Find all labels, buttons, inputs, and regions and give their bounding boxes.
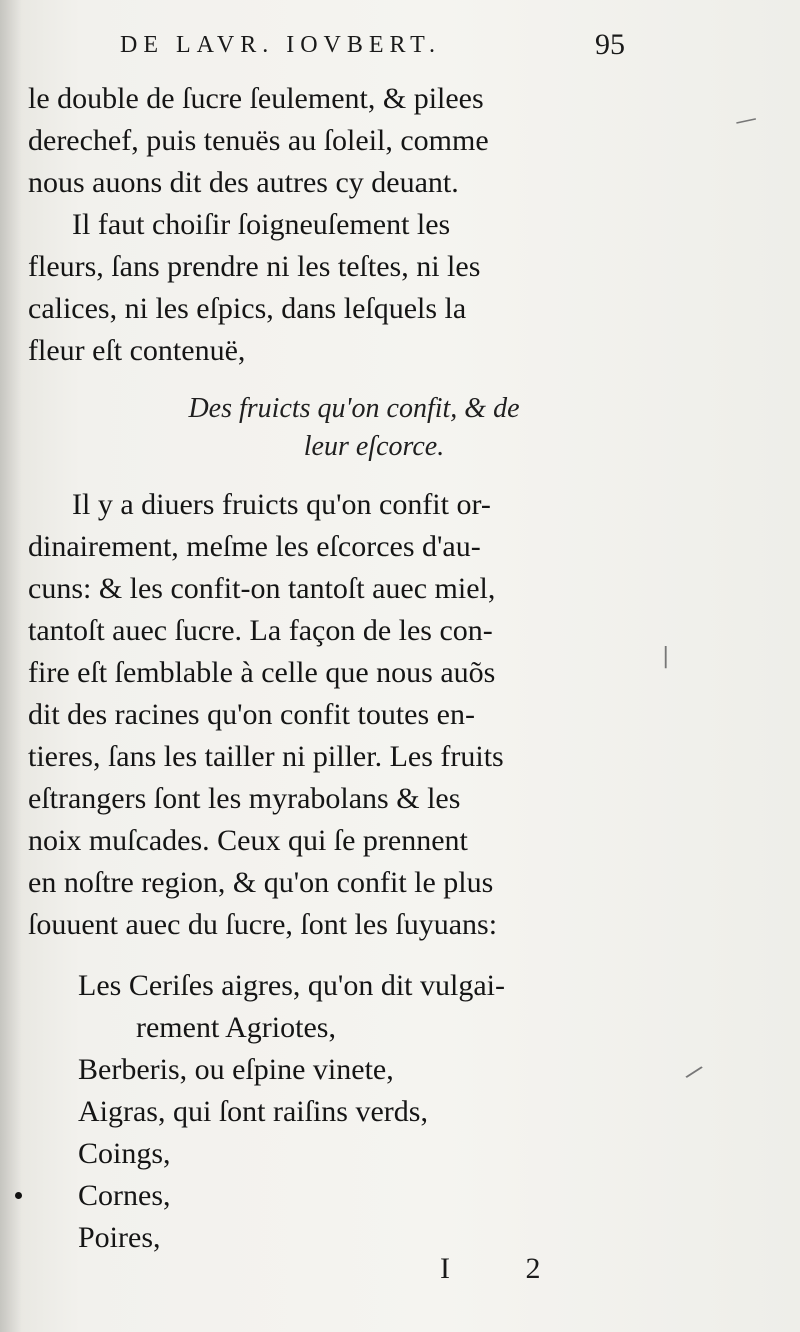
text-line: dinairement, meſme les eſcorces d'au- [28, 530, 481, 563]
body-text [28, 78, 648, 946]
text-line: calices, ni les eſpics, dans leſquels la [28, 292, 467, 325]
margin-stroke: / [682, 1060, 705, 1085]
text-line: dit des racines qu'on confit toutes en- [28, 698, 475, 731]
text-line: tieres, ſans les tailler ni piller. Les fruits [28, 740, 504, 773]
page-header [120, 28, 640, 74]
text-line: cuns: & les confit-on tantoſt auec miel, [28, 572, 496, 605]
spacer [28, 372, 648, 390]
list-item: Cornes, [78, 1179, 171, 1212]
text-line: Il faut choiſir ſoigneuſement les [72, 208, 451, 241]
text-line: le double de ſucre ſeulement, & pilees [28, 82, 484, 115]
list-item: Berberis, ou eſpine vinete, [78, 1053, 394, 1086]
running-head: DE LAVR. IOVBERT. [120, 32, 441, 58]
fruit-list [78, 965, 638, 1259]
margin-stroke: | [662, 644, 670, 669]
text-line: derechef, puis tenuës au ſoleil, comme [28, 124, 489, 157]
signature-mark: I 2 [440, 1252, 575, 1285]
text-line: tantoſt auec ſucre. La façon de les con- [28, 614, 493, 647]
list-item-continuation: rement Agriotes, [136, 1011, 336, 1044]
list-item: Poires, [78, 1221, 161, 1254]
page-number: 95 [595, 28, 625, 61]
list-item: Aigras, qui ſont raiſins verds, [78, 1095, 428, 1128]
margin-stroke: — [732, 105, 760, 136]
section-heading-line: Des fruicts qu'on confit, & de [188, 393, 520, 424]
text-line: ſouuent auec du ſucre, ſont les ſuyuans: [28, 908, 498, 941]
spacer [28, 466, 648, 484]
section-heading-line: leur eſcorce. [303, 431, 445, 462]
text-line: noix muſcades. Ceux qui ſe prennent [28, 824, 468, 857]
text-line: eſtrangers ſont les myrabolans & les [28, 782, 461, 815]
list-item: Coings, [78, 1137, 171, 1170]
margin-dot [15, 1192, 22, 1199]
section-heading [28, 390, 648, 466]
text-line: Il y a diuers fruicts qu'on confit or- [72, 488, 491, 521]
text-line: fire eſt ſemblable à celle que nous auõs [28, 656, 496, 689]
spine-shadow [0, 0, 22, 1332]
text-line: en noſtre region, & qu'on confit le plus [28, 866, 494, 899]
text-line: fleurs, ſans prendre ni les teſtes, ni les [28, 250, 481, 283]
text-line: fleur eſt contenuë, [28, 334, 246, 367]
list-item: Les Ceriſes aigres, qu'on dit vulgai- [78, 969, 505, 1002]
text-line: nous auons dit des autres cy deuant. [28, 166, 459, 199]
